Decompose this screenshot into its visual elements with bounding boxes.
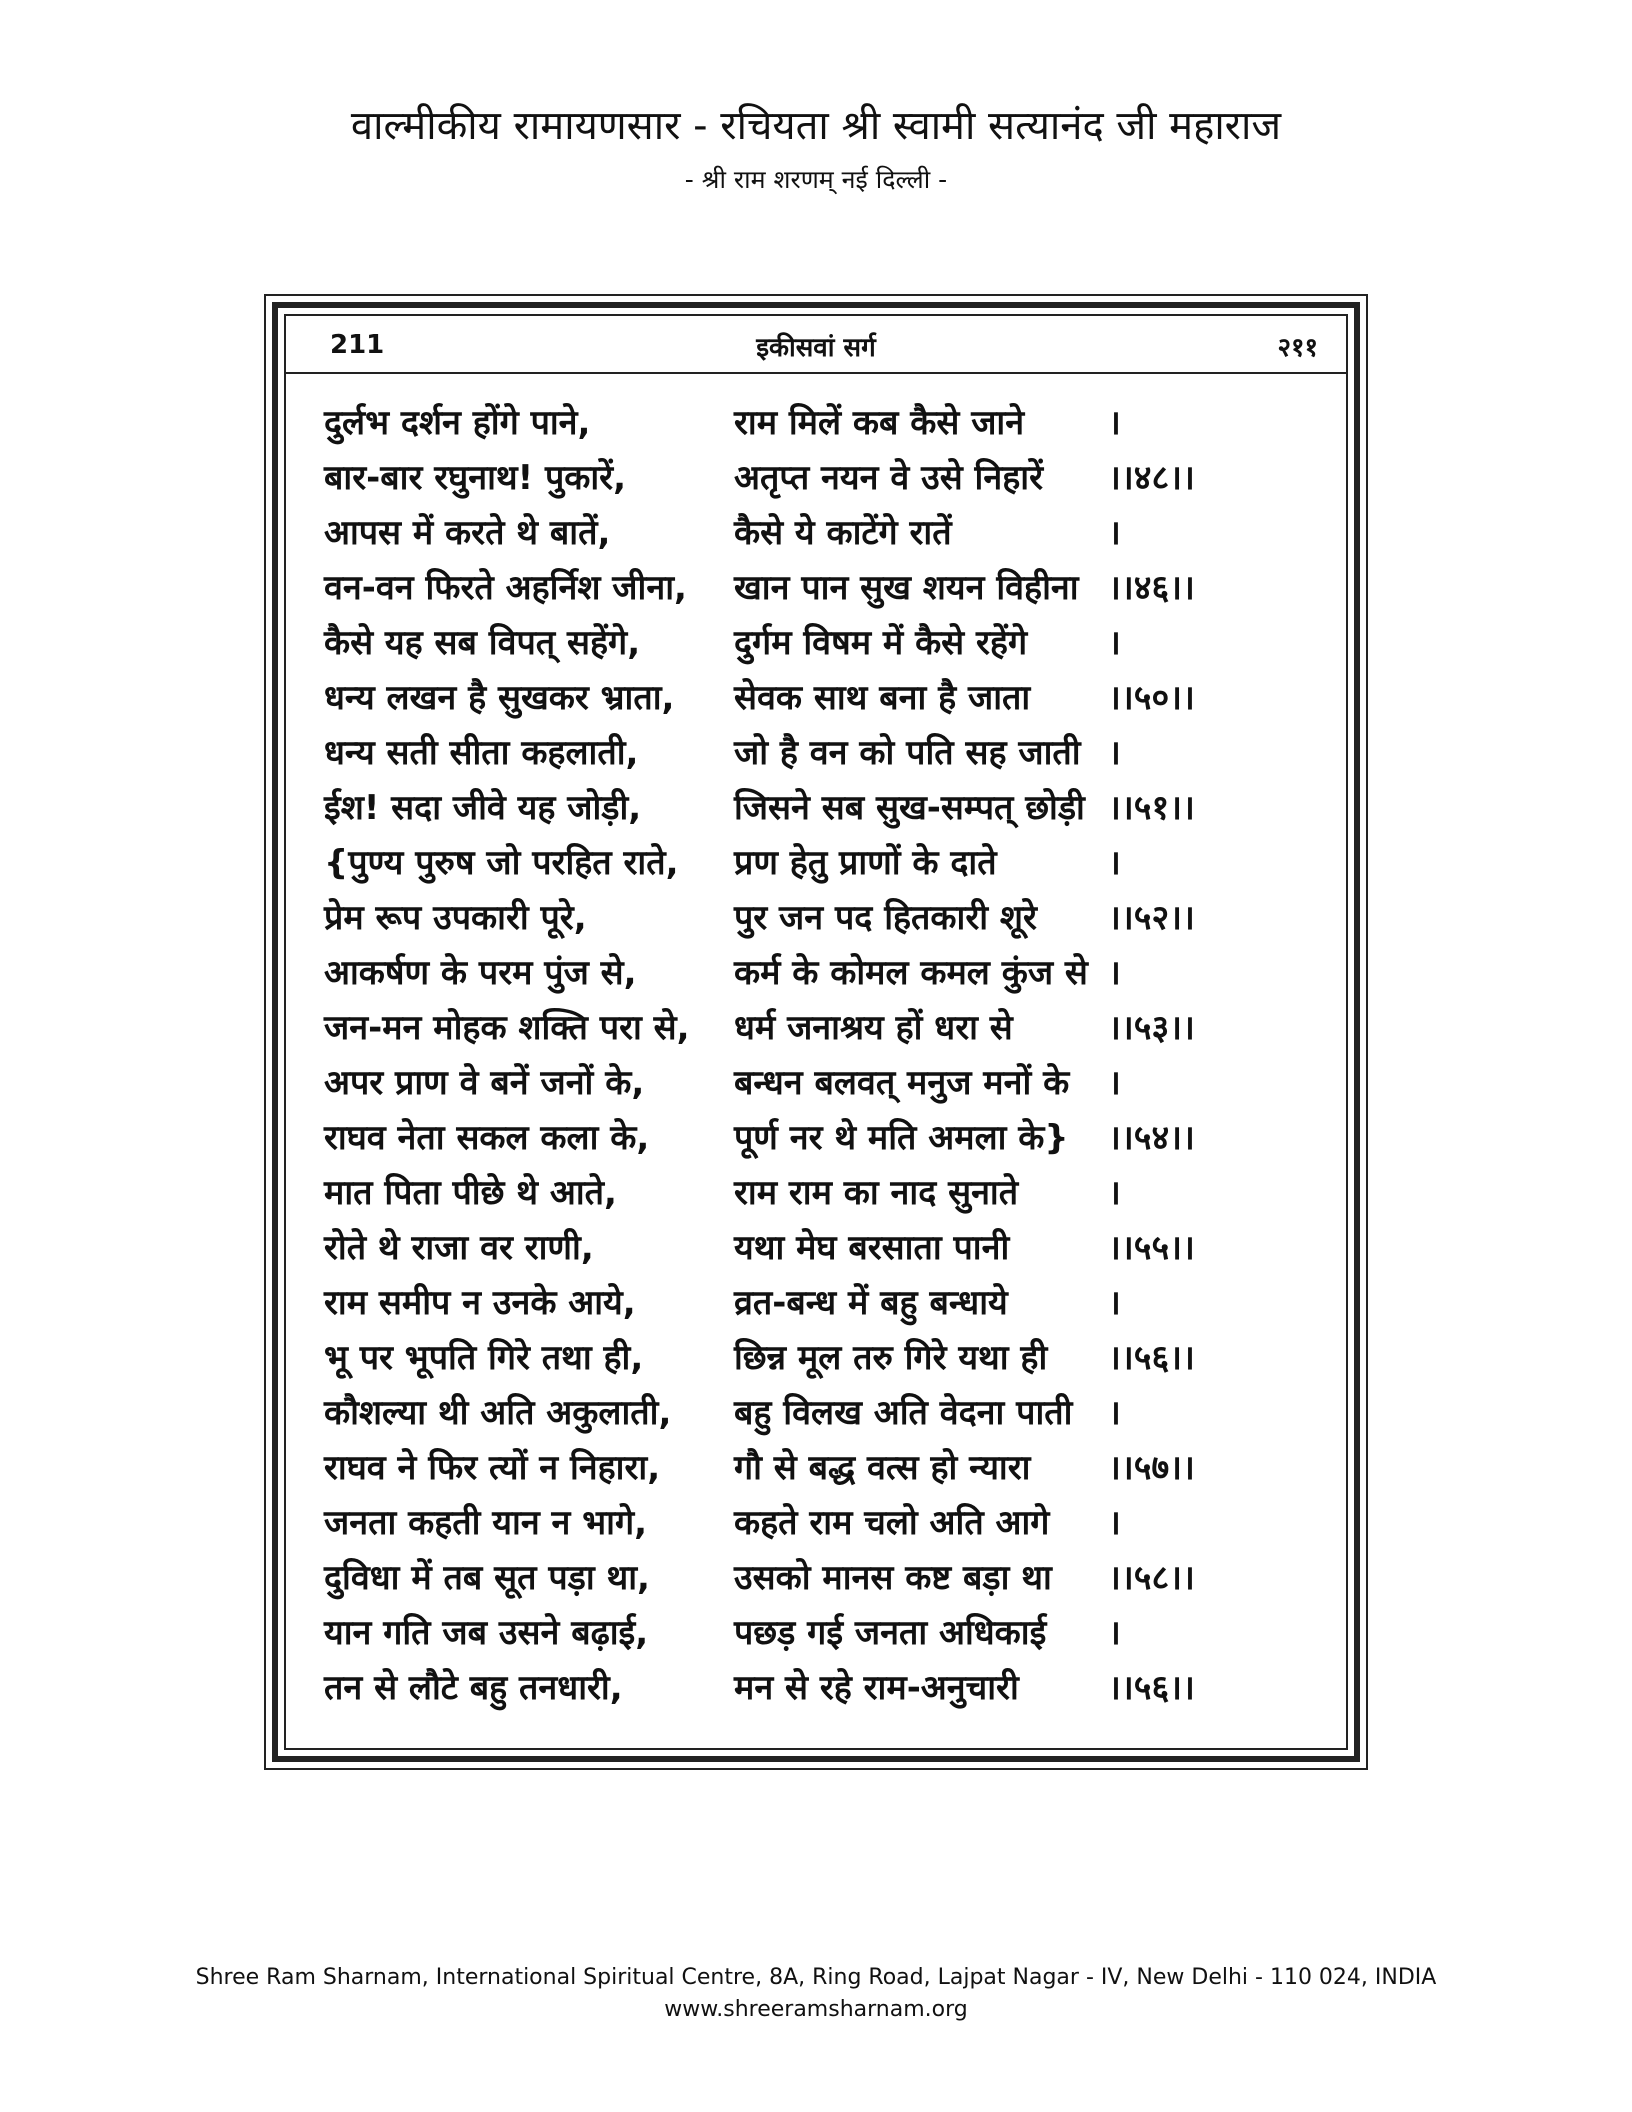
verse-line [286,396,1346,451]
verse-number: । [1108,1063,1121,1103]
verse-first-half: बार-बार रघुनाथ! पुकारें, [324,458,626,498]
document-title: वाल्मीकीय रामायणसार - रचियता श्री स्वामी सत्यानंद जी महाराज [350,103,1282,149]
verse-line [286,1661,1346,1716]
page-frame-border [272,302,1360,1762]
page-number-right: २११ [1277,333,1318,363]
verse-line [286,1496,1346,1551]
verse-first-half: तन से लौटे बहु तनधारी, [324,1668,623,1708]
verse-number: ।।५१।। [1108,788,1195,828]
verse-number: ।।५८।। [1108,1558,1195,1598]
verse-number: ।।५२।। [1108,898,1195,938]
verse-line [286,561,1346,616]
verse-number: । [1108,513,1121,553]
verse-line [286,1001,1346,1056]
verse-second-half: मन से रहे राम-अनुचारी [734,1668,1019,1708]
verse-first-half: भू पर भूपति गिरे तथा ही, [324,1338,644,1378]
verse-number: । [1108,1393,1121,1433]
verse-second-half: धर्म जनाश्रय हों धरा से [734,1008,1013,1048]
verse-second-half: कर्म के कोमल कमल कुंज से [734,953,1088,993]
verse-first-half: आकर्षण के परम पुंज से, [324,953,637,993]
verse-second-half: पूर्ण नर थे मति अमला के} [734,1118,1069,1158]
verse-number: ।।५०।। [1108,678,1195,718]
verse-number: । [1108,1283,1121,1323]
verse-second-half: अतृप्त नयन वे उसे निहारें [734,458,1043,498]
verse-line [286,1386,1346,1441]
page-frame-inner [284,314,1348,1750]
verse-number: । [1108,403,1121,443]
footer-address: Shree Ram Sharnam, International Spiritual Centre, 8A, Ring Road, Lajpat Nagar - IV, New Delhi - 110 024, INDIA [195,1965,1437,1990]
verse-line [286,671,1346,726]
verse-second-half: राम मिलें कब कैसे जाने [734,403,1025,443]
verse-second-half: कहते राम चलो अति आगे [734,1503,1050,1543]
verse-first-half: रोते थे राजा वर राणी, [324,1228,594,1268]
verse-first-half: दुविधा में तब सूत पड़ा था, [324,1558,650,1598]
verse-number: । [1108,623,1121,663]
verse-list [286,396,1346,1716]
verse-first-half: मात पिता पीछे थे आते, [324,1173,617,1213]
verse-line [286,616,1346,671]
verse-first-half: जनता कहती यान न भागे, [324,1503,648,1543]
verse-number: ।।५७।। [1108,1448,1195,1488]
page-number-left: 211 [330,330,385,360]
verse-number: । [1108,953,1121,993]
verse-second-half: गौ से बद्ध वत्स हो न्यारा [734,1448,1031,1488]
verse-first-half: धन्य लखन है सुखकर भ्राता, [324,678,675,718]
verse-number: । [1108,843,1121,883]
verse-first-half: अपर प्राण वे बनें जनों के, [324,1063,645,1103]
verse-line [286,1276,1346,1331]
chapter-title: इकीसवां सर्ग [756,333,876,363]
verse-first-half: आपस में करते थे बातें, [324,513,611,553]
verse-line [286,1606,1346,1661]
verse-second-half: सेवक साथ बना है जाता [734,678,1031,718]
verse-first-half: यान गति जब उसने बढ़ाई, [324,1613,649,1653]
verse-line [286,451,1346,506]
verse-number: । [1108,1503,1121,1543]
verse-first-half: कौशल्या थी अति अकुलाती, [324,1393,672,1433]
verse-line [286,781,1346,836]
verse-number: ।।५४।। [1108,1118,1195,1158]
verse-number: ।।४६।। [1108,568,1195,608]
verse-second-half: दुर्गम विषम में कैसे रहेंगे [734,623,1028,663]
footer [0,1962,1632,2026]
verse-second-half: पुर जन पद हितकारी शूरे [734,898,1037,938]
verse-second-half: प्रण हेतु प्राणों के दाते [734,843,997,883]
verse-first-half: दुर्लभ दर्शन होंगे पाने, [324,403,591,443]
verse-second-half: व्रत-बन्ध में बहु बन्धाये [734,1283,1008,1323]
verse-number: ।।५५।। [1108,1228,1195,1268]
verse-number: ।।४८।। [1108,458,1195,498]
verse-line [286,946,1346,1001]
verse-first-half: धन्य सती सीता कहलाती, [324,733,639,773]
page-frame [264,294,1368,1770]
verse-line [286,726,1346,781]
footer-website: www.shreeramsharnam.org [664,1997,968,2022]
verse-first-half: कैसे यह सब विपत् सहेंगे, [324,623,641,663]
verse-first-half: राघव ने फिर त्यों न निहारा, [324,1448,661,1488]
verse-first-half: ईश! सदा जीवे यह जोड़ी, [324,788,642,828]
verse-number: । [1108,1173,1121,1213]
verse-line [286,891,1346,946]
verse-second-half: यथा मेघ बरसाता पानी [734,1228,1010,1268]
verse-second-half: जिसने सब सुख-सम्पत् छोड़ी [734,788,1085,828]
verse-number: ।।५६।। [1108,1338,1195,1378]
verse-second-half: छिन्न मूल तरु गिरे यथा ही [734,1338,1048,1378]
verse-line [286,1166,1346,1221]
verse-number: । [1108,1613,1121,1653]
page-heading-bar [286,316,1346,374]
verse-number: ।।५३।। [1108,1008,1195,1048]
verse-second-half: कैसे ये काटेंगे रातें [734,513,952,553]
document-header [0,98,1632,200]
verse-second-half: बहु विलख अति वेदना पाती [734,1393,1073,1433]
verse-line [286,1441,1346,1496]
verse-line [286,1221,1346,1276]
verse-line [286,1331,1346,1386]
verse-second-half: जो है वन को पति सह जाती [734,733,1081,773]
verse-second-half: उसको मानस कष्ट बड़ा था [734,1558,1052,1598]
verse-line [286,506,1346,561]
verse-first-half: राम समीप न उनके आये, [324,1283,636,1323]
verse-number: । [1108,733,1121,773]
verse-line [286,1056,1346,1111]
verse-line [286,836,1346,891]
verse-second-half: खान पान सुख शयन विहीना [734,568,1079,608]
verse-first-half: वन-वन फिरते अहर्निश जीना, [324,568,687,608]
verse-second-half: राम राम का नाद सुनाते [734,1173,1019,1213]
verse-first-half: {पुण्य पुरुष जो परहित राते, [324,843,679,883]
verse-first-half: प्रेम रूप उपकारी पूरे, [324,898,587,938]
verse-line [286,1551,1346,1606]
document-subtitle: - श्री राम शरणम् नई दिल्ली - [684,165,948,194]
verse-line [286,1111,1346,1166]
verse-number: ।।५६।। [1108,1668,1195,1708]
verse-second-half: बन्धन बलवत् मनुज मनों के [734,1063,1070,1103]
verse-second-half: पछड़ गई जनता अधिकाई [734,1613,1047,1653]
verse-first-half: जन-मन मोहक शक्ति परा से, [324,1008,690,1048]
verse-first-half: राघव नेता सकल कला के, [324,1118,650,1158]
